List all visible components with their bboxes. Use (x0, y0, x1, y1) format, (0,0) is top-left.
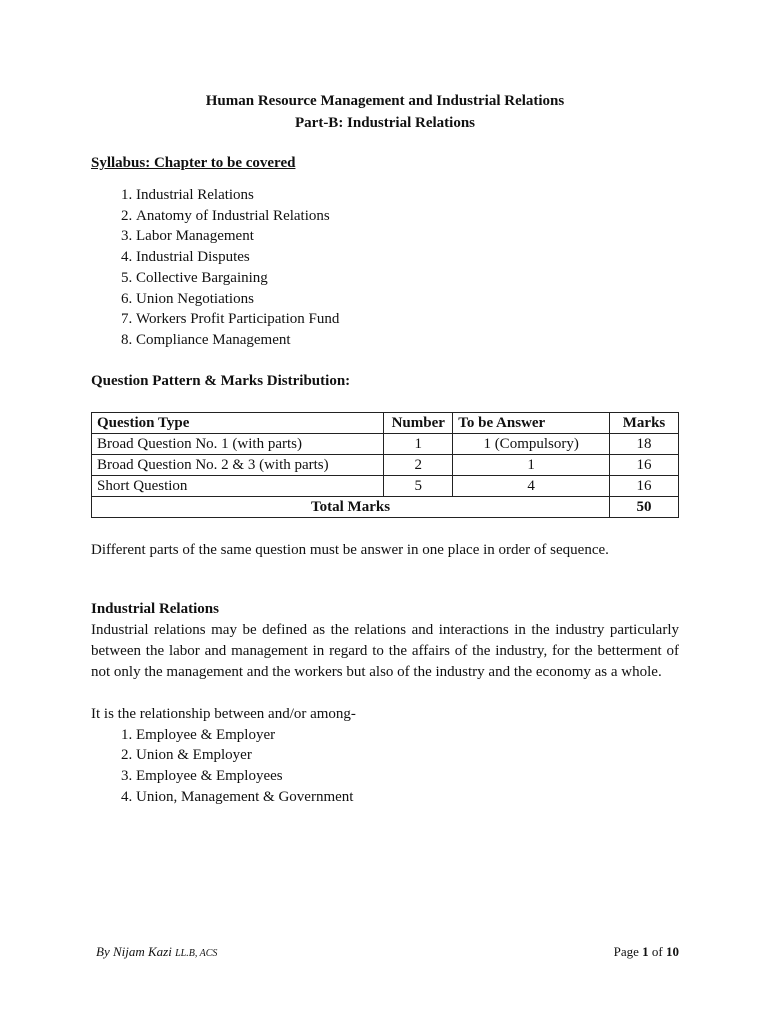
table-cell: 5 (384, 475, 453, 496)
page-number (614, 941, 679, 962)
industrial-relations-paragraph: Industrial relations may be defined as the relations and interactions in the industry particularly between the labor and management in regard to the affairs of the industry, for the betterment of not only the management and the workers but also of the industry and the economy as a whole. (91, 621, 679, 680)
table-cell: 4 (453, 475, 610, 496)
syllabus-heading: Syllabus: Chapter to be covered (91, 155, 296, 171)
table-header-cell: Question Type (92, 412, 384, 433)
table-cell: Short Question (92, 475, 384, 496)
table-row (92, 433, 679, 454)
document-title: Human Resource Management and Industrial Relations (205, 93, 565, 109)
author-qualifications: LL.B, ACS (175, 948, 218, 959)
table-total-row (92, 496, 679, 517)
industrial-relations-heading: Industrial Relations (91, 600, 219, 617)
table-header-cell: To be Answer (453, 412, 610, 433)
table-header-cell: Number (384, 412, 453, 433)
relationship-intro: It is the relationship between and/or among- (91, 705, 356, 722)
relationship-list (91, 725, 679, 808)
page-of: of (651, 944, 663, 959)
table-cell: 16 (610, 454, 679, 475)
table-cell: 1 (384, 433, 453, 454)
table-row (92, 475, 679, 496)
list-item: 7. Workers Profit Participation Fund (136, 309, 679, 330)
total-marks-label: Total Marks (92, 496, 610, 517)
list-item: 6. Union Negotiations (136, 289, 679, 310)
table-cell: Broad Question No. 1 (with parts) (92, 433, 384, 454)
list-item: 2. Anatomy of Industrial Relations (136, 206, 679, 227)
sequence-note: Different parts of the same question must be answer in one place in order of sequence. (91, 541, 609, 558)
author-name: By Nijam Kazi (96, 944, 172, 959)
list-item: 1. Employee & Employer (136, 725, 679, 746)
table-cell: 1 (Compulsory) (453, 433, 610, 454)
table-row (92, 454, 679, 475)
syllabus-list (91, 185, 679, 351)
footer-author (96, 941, 217, 964)
list-item: 1. Industrial Relations (136, 185, 679, 206)
list-item: 3. Labor Management (136, 226, 679, 247)
question-pattern-heading: Question Pattern & Marks Distribution: (91, 372, 351, 389)
table-cell: Broad Question No. 2 & 3 (with parts) (92, 454, 384, 475)
list-item: 4. Union, Management & Government (136, 787, 679, 808)
list-item: 8. Compliance Management (136, 330, 679, 351)
marks-table (91, 412, 679, 518)
table-cell: 16 (610, 475, 679, 496)
table-header-cell: Marks (610, 412, 679, 433)
document-subtitle: Part-B: Industrial Relations (295, 115, 475, 131)
list-item: 3. Employee & Employees (136, 766, 679, 787)
list-item: 5. Collective Bargaining (136, 268, 679, 289)
document-page (91, 90, 679, 807)
page-total: 10 (666, 944, 679, 959)
page-prefix: Page (613, 944, 639, 959)
table-cell: 1 (453, 454, 610, 475)
table-cell: 18 (610, 433, 679, 454)
table-header-row (92, 412, 679, 433)
total-marks-value: 50 (610, 496, 679, 517)
page-current: 1 (642, 944, 649, 959)
list-item: 4. Industrial Disputes (136, 247, 679, 268)
list-item: 2. Union & Employer (136, 745, 679, 766)
table-cell: 2 (384, 454, 453, 475)
